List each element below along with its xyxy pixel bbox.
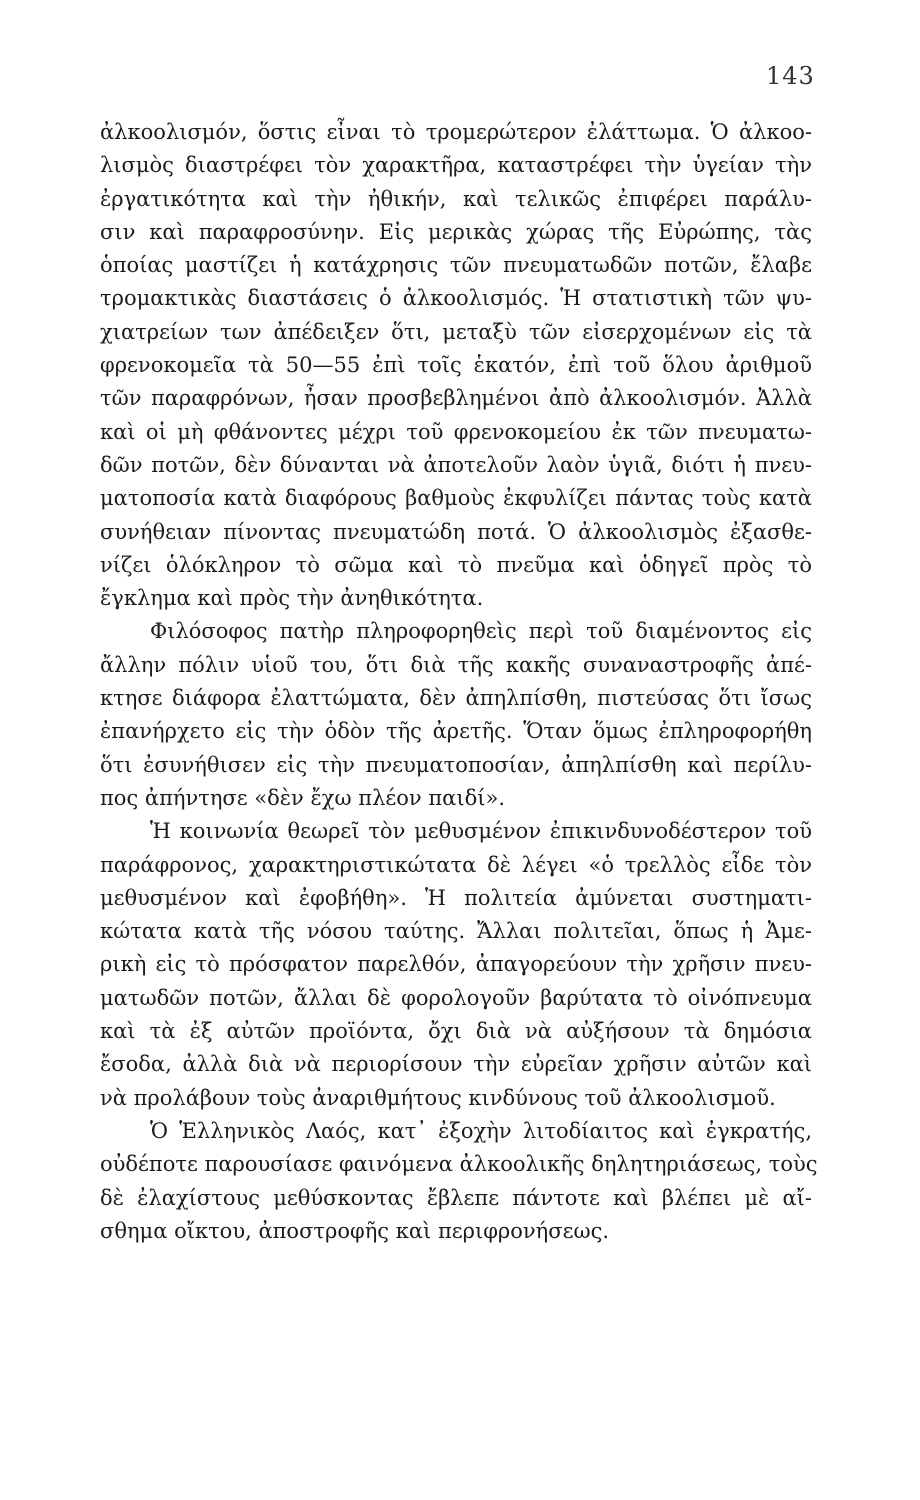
text-line: οὐδέποτε παρουσίασε φαινόμενα ἀλκοολικῆς δηλητηριάσεως, τοὺς [100, 1152, 818, 1177]
text-line: ἐργατικότητα καὶ τὴν ἠθικήν, καὶ τελικῶς ἐπιφέρει παράλυ- [100, 186, 812, 211]
page-number: 143 [766, 62, 815, 90]
text-line: δῶν ποτῶν, δὲν δύνανται νὰ ἀποτελοῦν λαὸν ὑγιᾶ, διότι ἡ πνευ- [100, 452, 812, 477]
text-line: χιατρείων των ἀπέδειξεν ὅτι, μεταξὺ τῶν εἰσερχομένων εἰς τὰ [100, 319, 812, 344]
text-line: κώτατα κατὰ τῆς νόσου ταύτης. Ἄλλαι πολιτεῖαι, ὅπως ἡ Ἀμε- [100, 919, 812, 944]
text-line: νὰ προλάβουν τοὺς ἀναριθμήτους κινδύνους τοῦ ἀλκοολισμοῦ. [100, 1085, 776, 1110]
text-line: ματωδῶν ποτῶν, ἄλλαι δὲ φορολογοῦν βαρύτατα τὸ οἰνόπνευμα [100, 985, 812, 1010]
paragraph-first-line: Φιλόσοφος πατὴρ πληροφορηθεὶς περὶ τοῦ διαμένοντος εἰς [150, 619, 812, 644]
text-line: ματοποσία κατὰ διαφόρους βαθμοὺς ἐκφυλίζει πάντας τοὺς κατὰ [100, 486, 812, 511]
text-line: κτησε διάφορα ἐλαττώματα, δὲν ἀπηλπίσθη, πιστεύσας ὅτι ἴσως [100, 686, 812, 711]
text-line: ἀλκοολισμόν, ὅστις εἶναι τὸ τρομερώτερον ἐλάττωμα. Ὁ ἀλκοο- [100, 120, 812, 144]
text-line: ἔγκλημα καὶ πρὸς τὴν ἀνηθικότητα. [100, 586, 484, 611]
text-line: ἔσοδα, ἀλλὰ διὰ νὰ περιορίσουν τὴν εὐρεῖαν χρῆσιν αὐτῶν καὶ [100, 1052, 812, 1077]
text-line: πος ἀπήντησε «δὲν ἔχω πλέον παιδί». [100, 785, 505, 810]
text-line: καὶ οἱ μὴ φθάνοντες μέχρι τοῦ φρενοκομείου ἐκ τῶν πνευματω- [100, 419, 812, 444]
text-line: παράφρονος, χαρακτηριστικώτατα δὲ λέγει «ὁ τρελλὸς εἶδε τὸν [100, 852, 812, 877]
paragraph-first-line: Ὁ Ἑλληνικὸς Λαός, κατ᾽ ἐξοχὴν λιτοδίαιτος καὶ ἐγκρατής, [150, 1118, 812, 1143]
text-line: τῶν παραφρόνων, ἦσαν προσβεβλημένοι ἀπὸ ἀλκοολισμόν. Ἀλλὰ [100, 386, 812, 411]
text-line: ἄλλην πόλιν υἱοῦ του, ὅτι διὰ τῆς κακῆς συναναστροφῆς ἀπέ- [100, 652, 812, 677]
text-line: δὲ ἐλαχίστους μεθύσκοντας ἔβλεπε πάντοτε καὶ βλέπει μὲ αἴ- [100, 1185, 812, 1210]
text-line: καὶ τὰ ἐξ αὐτῶν προϊόντα, ὄχι διὰ νὰ αὐξήσουν τὰ δημόσια [100, 1019, 812, 1044]
text-line: σθημα οἴκτου, ἀποστροφῆς καὶ περιφρονήσεως. [100, 1218, 610, 1243]
text-line: φρενοκομεῖα τὰ 50—55 ἐπὶ τοῖς ἑκατόν, ἐπὶ τοῦ ὅλου ἀριθμοῦ [100, 353, 812, 378]
body-text [100, 116, 818, 1248]
text-line: νίζει ὁλόκληρον τὸ σῶμα καὶ τὸ πνεῦμα καὶ ὁδηγεῖ πρὸς τὸ [100, 552, 812, 577]
paragraph-first-line: Ἡ κοινωνία θεωρεῖ τὸν μεθυσμένον ἐπικινδυνοδέστερον τοῦ [150, 819, 812, 844]
text-line: ὁποίας μαστίζει ἡ κατάχρησις τῶν πνευματωδῶν ποτῶν, ἔλαβε [100, 253, 812, 278]
text-line: μεθυσμένον καὶ ἐφοβήθη». Ἡ πολιτεία ἀμύνεται συστηματι- [100, 885, 812, 910]
text-line: τρομακτικὰς διαστάσεις ὁ ἀλκοολισμός. Ἡ στατιστικὴ τῶν ψυ- [100, 286, 812, 311]
text-line: ἐπανήρχετο εἰς τὴν ὁδὸν τῆς ἀρετῆς. Ὅταν ὅμως ἐπληροφορήθη [100, 719, 812, 744]
text-line: σιν καὶ παραφροσύνην. Εἰς μερικὰς χώρας τῆς Εὐρώπης, τὰς [100, 219, 812, 244]
text-line: λισμὸς διαστρέφει τὸν χαρακτῆρα, καταστρέφει τὴν ὑγείαν τὴν [100, 153, 812, 178]
text-line: συνήθειαν πίνοντας πνευματώδη ποτά. Ὁ ἀλκοολισμὸς ἐξασθε- [100, 519, 812, 544]
text-line: ὅτι ἐσυνήθισεν εἰς τὴν πνευματοποσίαν, ἀπηλπίσθη καὶ περίλυ- [100, 752, 812, 777]
text-line: ρικὴ εἰς τὸ πρόσφατον παρελθόν, ἀπαγορεύουν τὴν χρῆσιν πνευ- [100, 952, 812, 977]
